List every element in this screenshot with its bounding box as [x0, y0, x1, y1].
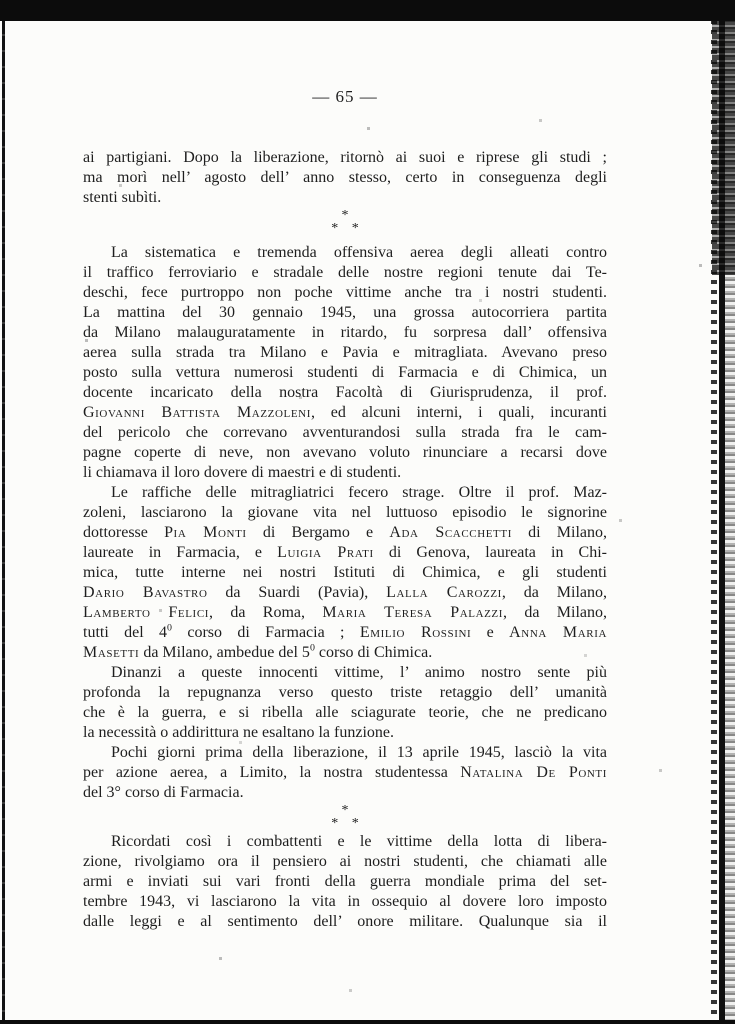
text-line — [83, 323, 607, 343]
text-segment: tembre 1943, vi lasciarono la vita in ossequio al dovere loro imposto — [83, 893, 607, 910]
text-segment: mica, tutte interne nei nostri Istituti di Chimica, e gli studenti — [83, 564, 607, 581]
text-segment: zione, rivolgiamo ora il pensiero ai nostri studenti, che chiamati alle — [83, 853, 607, 870]
text-line — [83, 383, 607, 403]
text-segment: li chiamava il loro dovere di maestri e di studenti. — [83, 464, 402, 481]
person-name: Emilio Rossini — [359, 624, 472, 641]
divider-asterisks-bottom: * * — [331, 221, 364, 236]
text-segment: posto sulla vettura numerosi studenti di Farmacia e di Chimica, un — [83, 364, 607, 381]
person-name: Lalla Carozzi — [386, 584, 502, 601]
text-segment: da Milano malauguratamente in ritardo, fu sorpresa dall’ offensiva — [83, 324, 607, 341]
person-name: Pia Monti — [164, 524, 247, 541]
text-segment: del 3° corso di Farmacia. — [83, 784, 244, 801]
text-segment: per azione aerea, a Limito, la nostra studentessa — [83, 764, 461, 781]
text-line — [83, 623, 607, 643]
text-segment: , da Milano, — [503, 604, 607, 621]
text-segment: tutti del 4 — [83, 624, 168, 641]
text-line — [83, 503, 607, 523]
person-name: Luigia Prati — [277, 544, 374, 561]
scan-edge-top — [0, 0, 735, 21]
text-line — [83, 423, 607, 443]
text-line — [83, 303, 607, 323]
text-segment: La mattina del 30 gennaio 1945, una grossa autocorriera partita — [83, 304, 607, 321]
text-segment: , da Milano, — [501, 584, 607, 601]
text-line — [83, 583, 607, 603]
text-line — [83, 343, 607, 363]
text-segment: di Bergamo e — [246, 524, 390, 541]
section-divider — [83, 805, 607, 830]
text-segment: zoleni, lasciarono la giovane vita nel luttuoso episodio le signorine — [83, 504, 607, 521]
text-line — [83, 523, 607, 543]
text-line — [83, 463, 607, 483]
scan-edge-left — [2, 20, 5, 1024]
text-line — [83, 243, 607, 263]
text-line — [83, 783, 607, 803]
text-segment: La sistematica e tremenda offensiva aerea degli alleati contro — [111, 244, 607, 261]
text-segment: pagne coperte di neve, non avevano voluto rinunciare a recarsi dove — [83, 444, 607, 461]
text-line — [83, 723, 607, 743]
person-name: Masetti — [83, 644, 140, 661]
text-segment: dalle leggi e al sentimento dell’ onore militare. Qualunque sia il — [83, 913, 607, 930]
text-segment: da Milano, ambedue del 5 — [139, 644, 310, 661]
page-number: — 65 — — [312, 87, 378, 106]
text-line — [83, 403, 607, 423]
text-line — [83, 872, 607, 892]
text-line — [83, 763, 607, 783]
person-name: Ada Scacchetti — [389, 524, 512, 541]
text-line — [83, 832, 607, 852]
text-segment: deschi, fece purtroppo non poche vittime anche tra i nostri studenti. — [83, 284, 607, 301]
text-line — [83, 663, 607, 683]
divider-asterisks-bottom: * * — [331, 816, 364, 831]
person-name: Giovanni Battista Mazzoleni — [83, 404, 311, 421]
text-segment: dottoresse — [83, 524, 165, 541]
text-segment: la necessità o addirittura ne esaltano la funzione. — [83, 724, 394, 741]
text-block — [83, 148, 607, 932]
text-segment: 0 — [167, 622, 172, 634]
text-line — [83, 912, 607, 932]
text-segment: che è la guerra, e si ribella alle sciagurate teorie, che ne predicano — [83, 704, 607, 721]
text-segment: da Suardi (Pavia), — [207, 584, 387, 601]
text-line — [83, 743, 607, 763]
paragraph — [83, 832, 607, 932]
text-line — [83, 543, 607, 563]
section-divider — [83, 210, 607, 235]
text-segment: di Genova, laureata in Chi- — [373, 544, 607, 561]
text-line — [83, 188, 607, 208]
text-line — [83, 283, 607, 303]
person-name: Anna Maria — [509, 624, 607, 641]
text-column — [83, 0, 607, 932]
text-line — [83, 643, 607, 663]
text-segment: Dinanzi a queste innocenti vittime, l’ animo nostro sente più — [111, 664, 607, 681]
text-line — [83, 852, 607, 872]
text-segment: laureate in Farmacia, e — [83, 544, 278, 561]
scan-edge-bottom — [0, 1020, 735, 1024]
text-line — [83, 443, 607, 463]
text-segment: corso di Chimica. — [314, 644, 433, 661]
text-segment: 0 — [309, 642, 315, 654]
scan-edge-right-darktop — [712, 20, 735, 275]
text-segment: Ricordati così i combattenti e le vittime della lotta di libera- — [111, 833, 607, 850]
text-segment: docente incaricato della nostra Facoltà di Giurisprudenza, il prof. — [83, 384, 607, 401]
divider-asterisk-top: * — [341, 208, 349, 223]
text-segment: e — [471, 624, 510, 641]
divider-asterisk-top: * — [341, 803, 349, 818]
text-line — [83, 483, 607, 503]
text-segment: il traffico ferroviario e stradale delle nostre regioni tenute dai Te- — [83, 264, 607, 281]
paragraph — [83, 148, 607, 208]
text-segment: profonda la repugnanza verso questo triste retaggio dell’ umanità — [83, 684, 607, 701]
text-line — [83, 148, 607, 168]
text-line — [83, 263, 607, 283]
text-segment: di Milano, — [511, 524, 608, 541]
person-name: Maria Teresa Palazzi — [322, 604, 504, 621]
paragraph — [83, 663, 607, 743]
text-segment: Pochi giorni prima della liberazione, il 13 aprile 1945, lasciò la vita — [111, 744, 607, 761]
text-line — [83, 703, 607, 723]
text-segment: aerea sulla strada tra Milano e Pavia e mitragliata. Avevano preso — [83, 344, 607, 361]
text-segment: corso di Farmacia ; — [172, 624, 360, 641]
text-segment: Le raffiche delle mitragliatrici fecero strage. Oltre il prof. Maz- — [111, 484, 607, 501]
person-name: Dario Bavastro — [83, 584, 208, 601]
text-segment: stenti subìti. — [83, 189, 162, 206]
person-name: Lamberto Felici — [83, 604, 210, 621]
text-line — [83, 563, 607, 583]
text-line — [83, 363, 607, 383]
person-name: Natalina De Ponti — [460, 764, 607, 781]
text-line — [83, 603, 607, 623]
paragraph — [83, 483, 607, 663]
text-segment: ai partigiani. Dopo la liberazione, ritornò ai suoi e riprese gli studi ; — [83, 149, 607, 166]
text-line — [83, 683, 607, 703]
paragraph — [83, 743, 607, 803]
text-segment: , da Roma, — [209, 604, 323, 621]
text-segment: , ed alcuni interni, i quali, incuranti — [310, 404, 607, 421]
text-segment: armi e inviati sui vari fronti della guerra mondiale prima del set- — [83, 873, 607, 890]
text-segment: ma morì nell’ agosto dell’ anno stesso, certo in conseguenza degli — [83, 169, 607, 186]
text-line — [83, 168, 607, 188]
paragraph — [83, 243, 607, 483]
text-line — [83, 892, 607, 912]
text-segment: del pericolo che correvano avventurandosi sulla strada fra le cam- — [83, 424, 607, 441]
